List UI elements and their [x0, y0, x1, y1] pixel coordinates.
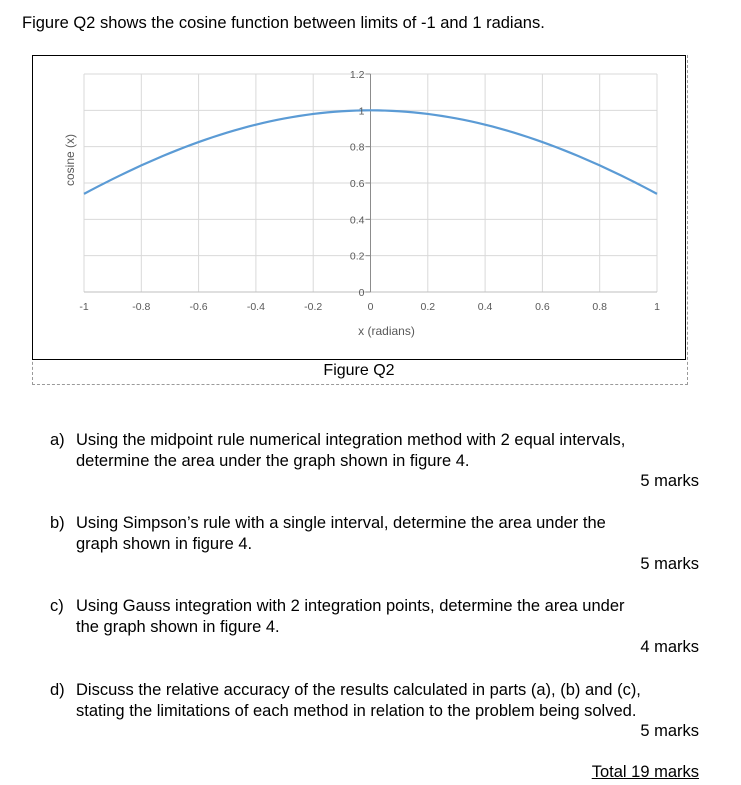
question-text-line1: Using Gauss integration with 2 integration points, determine the area under [76, 597, 625, 615]
question-label: b) [50, 514, 65, 532]
question-d [50, 680, 720, 724]
figure-caption: Figure Q2 [323, 362, 395, 379]
cosine-chart [33, 56, 685, 359]
question-label: d) [50, 681, 65, 699]
marks-d: 5 marks [640, 722, 699, 740]
x-tick-label: 0.6 [535, 301, 550, 313]
question-text-line2: determine the area under the graph shown in figure 4. [76, 452, 470, 470]
marks-a: 5 marks [640, 472, 699, 490]
question-text-line1: Discuss the relative accuracy of the results calculated in parts (a), (b) and (c), [76, 681, 641, 699]
figure-chart-area [32, 55, 686, 360]
y-tick-label: 0 [358, 287, 365, 299]
question-text-line1: Using Simpson’s rule with a single interval, determine the area under the [76, 514, 606, 532]
question-c [50, 596, 710, 640]
x-axis-title: x (radians) [358, 324, 415, 338]
marks-b: 5 marks [640, 555, 699, 573]
question-label: c) [50, 597, 64, 615]
question-text-line2: graph shown in figure 4. [76, 535, 253, 553]
y-tick-label: 1 [358, 105, 365, 118]
question-text-line2: stating the limitations of each method in relation to the problem being solved. [76, 702, 637, 720]
x-tick-label: 0.4 [477, 301, 493, 313]
x-tick-label: -1 [79, 301, 89, 313]
y-tick-label: 0.2 [349, 250, 365, 263]
intro-text: Figure Q2 shows the cosine function between limits of -1 and 1 radians. [22, 14, 545, 32]
y-tick-label: 1.2 [349, 69, 365, 81]
x-tick-label: 0.8 [592, 301, 608, 313]
question-text-line1: Using the midpoint rule numerical integration method with 2 equal intervals, [76, 431, 626, 449]
y-tick-label: 0.6 [349, 178, 365, 190]
total-marks: Total 19 marks [591, 763, 699, 781]
question-text-line2: the graph shown in figure 4. [76, 618, 280, 636]
question-a [50, 430, 710, 474]
x-tick-label: 1 [654, 301, 660, 313]
question-b [50, 513, 710, 557]
y-tick-label: 0.4 [349, 214, 365, 227]
x-tick-label: -0.4 [246, 301, 265, 313]
question-label: a) [50, 431, 65, 449]
x-tick-label: 0 [367, 301, 374, 313]
y-tick-label: 0.8 [349, 141, 365, 154]
marks-c: 4 marks [640, 638, 699, 656]
x-tick-label: -0.8 [132, 301, 151, 313]
x-tick-label: -0.2 [304, 301, 323, 313]
y-axis-title: cosine (x) [63, 133, 77, 187]
x-tick-label: -0.6 [189, 301, 208, 313]
x-tick-label: 0.2 [420, 301, 436, 313]
